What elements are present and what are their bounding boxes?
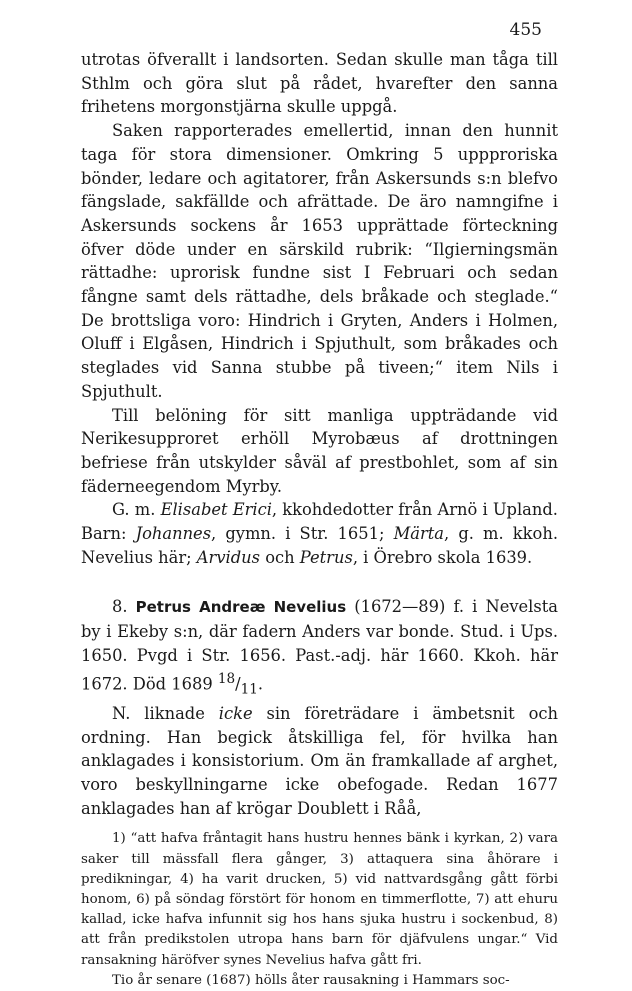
- text-run: , gymn. i Str. 1651;: [211, 524, 394, 544]
- entry-heading: Petrus Andreæ Nevelius: [135, 598, 347, 617]
- paragraph: Till belöning för sitt manliga uppträdande vid Nerikesupproret erhöll Myrobæus af drottningen befriese från utskylder såväl af prestbohlet, som af sin fäderneegendom Myrby.: [81, 405, 558, 496]
- child-name: Märta: [393, 524, 445, 544]
- text-run: .: [257, 674, 264, 693]
- italic-word: icke: [218, 703, 253, 723]
- text-run: , g. m. kkoh. Nevelius här;: [81, 524, 558, 567]
- date-superscript: 18: [217, 670, 236, 687]
- paragraph: utrotas öfverallt i landsorten. Sedan skulle man tåga till Sthlm och göra slut på rådet, hvarefter den sanna frihetens morgonstjärna skulle uppgå.: [81, 50, 558, 117]
- text-run: G. m.: [112, 500, 161, 520]
- child-name: Johannes: [135, 524, 212, 544]
- family-paragraph: [81, 498, 558, 569]
- footnotes: [81, 829, 558, 991]
- text-run: , i Örebro skola 1639.: [352, 547, 533, 567]
- text-run: (1672—89) f. i Nevelsta by i Ekeby s:n, där fadern Anders var bonde. Stud. i Ups. 1650. Pvgd i Str. 1656. Past.-adj. här 1660. Kkoh. här 1672. Död 1689: [81, 597, 558, 693]
- footnote: 1) “att hafva fråntagit hans hustru hennes bänk i kyrkan, 2) vara saker till mässfall flera gånger, 3) attaquera sina åhörare i predikningar, 4) ha varit drucken, 5) vid nattvardsgång gått förbi honom, 6) på söndag förstört för honom en timmerflotte, 7) att ehuru kallad, icke hafva infunnit sig hos hans sjuka hustru i sockenbud, 8) att från predikstolen utropa hans barn för djäfvulens ungar.“ Vid ransakning häröfver synes Nevelius hafva gått fri.: [81, 831, 558, 968]
- text-run: sin företrädare i ämbetsnit och ordning. Han begick åtskilliga fel, för hvilka han anklagades i konsistorium. Om än framkallade af arghet, voro beskyllningarne icke obefogade. Redan 1677 anklagades han af krögar Doublett i Råå,: [81, 703, 558, 818]
- document-body: [81, 48, 558, 991]
- child-name: Arvidus: [196, 547, 261, 567]
- paragraph: [81, 702, 558, 821]
- entry-paragraph: 8. Petrus Andreæ Nevelius (1672—89) f. i Nevelsta by i Ekeby s:n, där fadern Anders var bonde. Stud. i Ups. 1650. Pvgd i Str. 1656. Past.-adj. här 1660. Kkoh. här 1672. Död 1689 $^{18}/_{11}$.: [81, 597, 558, 698]
- entry-number: 8.: [112, 597, 128, 617]
- date-subscript: 11: [240, 681, 258, 698]
- text-run: N. liknade: [112, 703, 219, 723]
- text-run: och: [260, 547, 300, 567]
- child-name: Petrus: [299, 547, 353, 567]
- page-number: 455: [509, 20, 542, 40]
- wife-name: Elisabet Erici: [160, 500, 272, 520]
- text-run: , kkohdedotter från Arnö i Upland. Barn:: [81, 500, 558, 544]
- paragraph: Saken rapporterades emellertid, innan den hunnit taga för stora dimensioner. Omkring 5 uppproriska bönder, ledare och agitatorer, från Askersunds s:n blefvo fängslade, sakfällde och afrättade. De äro namngifne i Askersunds sockens år 1653 upprättade förteckning öfver döde under en särskild rubrik: “Ilgierningsmän rättadhe: uprorisk fundne sist I Februari och sedan fångne samt dels rättadhe, dels bråkade och steglade.“ De brottsliga voro: Hindrich i Gryten, Anders i Holmen, Oluff i Elgåsen, Hindrich i Spjuthult, som bråkades och steglades vid Sanna stubbe på tiveen;“ item Nils i Spjuthult.: [81, 121, 558, 401]
- footnote-continuation: Tio år senare (1687) hölls åter rausakning i Hammars soc-: [112, 972, 510, 988]
